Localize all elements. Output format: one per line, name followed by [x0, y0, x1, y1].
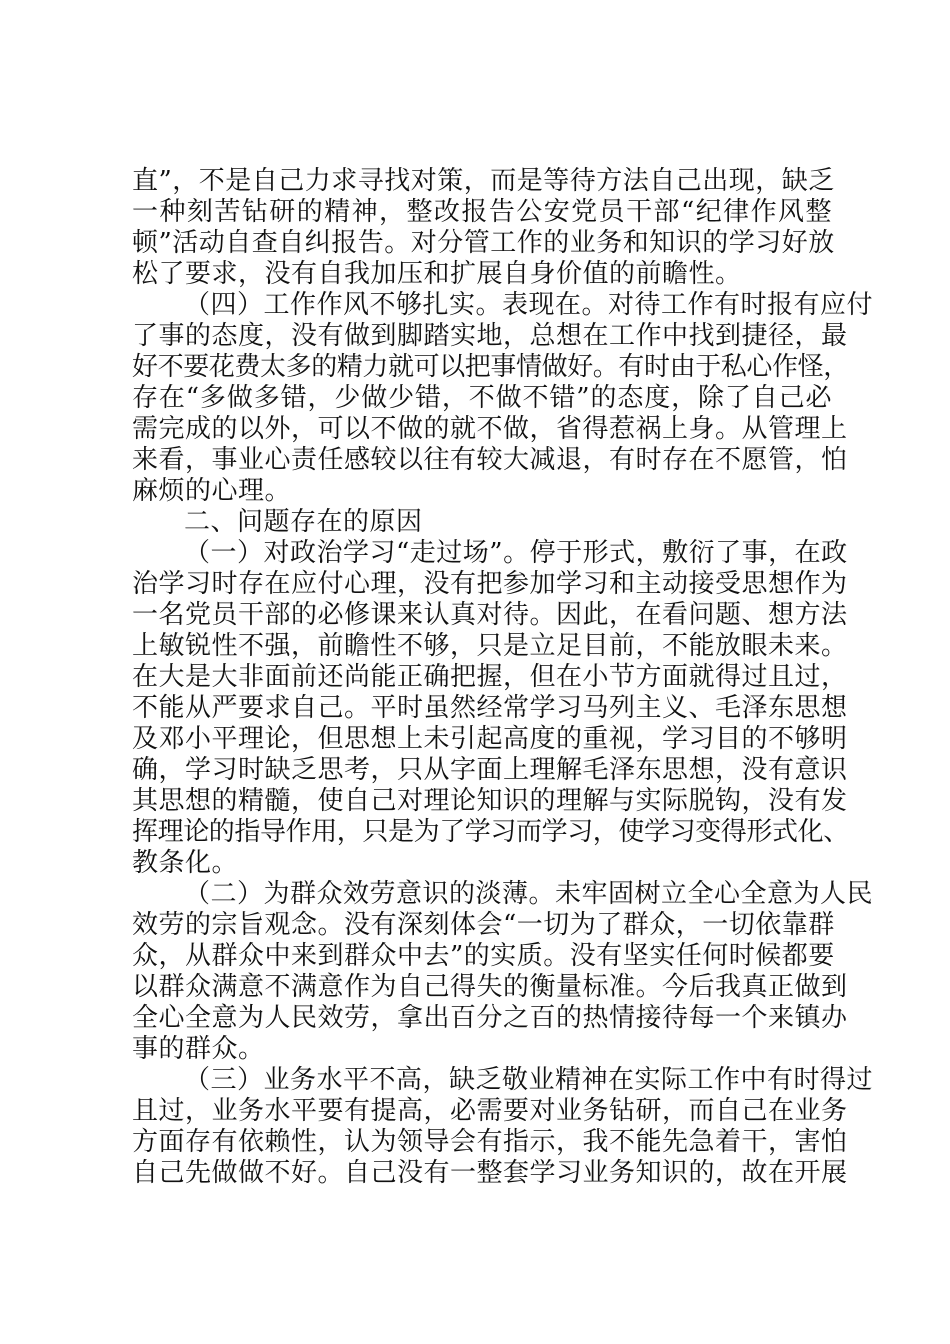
- text-line: 上敏锐性不强，前瞻性不够，只是立足目前，不能放眼未来。: [132, 631, 848, 661]
- text-line: 二、问题存在的原因: [184, 507, 423, 537]
- text-line: 其思想的精髓，使自己对理论知识的理解与实际脱钩，没有发: [132, 786, 848, 816]
- text-line: （一）对政治学习“走过场”。停于形式，敷衍了事，在政: [184, 538, 848, 568]
- text-line: 以群众满意不满意作为自己得失的衡量标准。今后我真正做到: [132, 972, 848, 1002]
- text-line: 存在“多做多错，少做少错，不做不错”的态度，除了自己必: [132, 383, 832, 413]
- text-line: 不能从严要求自己。平时虽然经常学习马列主义、毛泽东思想: [132, 693, 848, 723]
- text-line: 一种刻苦钻研的精神，整改报告公安党员干部“纪律作风整: [132, 197, 832, 227]
- text-line: （二）为群众效劳意识的淡薄。未牢固树立全心全意为人民: [184, 879, 874, 909]
- text-line: 教条化。: [132, 848, 239, 878]
- text-line: 麻烦的心理。: [132, 476, 292, 506]
- text-line: 挥理论的指导作用，只是为了学习而学习，使学习变得形式化、: [132, 817, 849, 847]
- text-line: 治学习时存在应付心理，没有把参加学习和主动接受思想作为: [132, 569, 848, 599]
- text-line: 在大是大非面前还尚能正确把握，但在小节方面就得过且过，: [132, 662, 848, 692]
- text-line: （三）业务水平不高，缺乏敬业精神在实际工作中有时得过: [184, 1065, 874, 1095]
- text-line: 好不要花费太多的精力就可以把事情做好。有时由于私心作怪，: [132, 352, 849, 382]
- text-line: 顿”活动自查自纠报告。对分管工作的业务和知识的学习好放: [132, 228, 835, 258]
- text-line: 且过，业务水平要有提高，必需要对业务钻研，而自己在业务: [132, 1096, 848, 1126]
- text-line: 及邓小平理论，但思想上未引起高度的重视，学习目的不够明: [132, 724, 848, 754]
- text-line: 效劳的宗旨观念。没有深刻体会“一切为了群众，一切依靠群: [132, 910, 835, 940]
- text-line: 松了要求，没有自我加压和扩展自身价值的前瞻性。: [132, 259, 742, 289]
- text-line: 确，学习时缺乏思考，只从字面上理解毛泽东思想，没有意识: [132, 755, 848, 785]
- document-body-text: [132, 166, 874, 1189]
- text-line: 直”，不是自己力求寻找对策，而是等待方法自己出现，缺乏: [132, 166, 835, 196]
- text-line: 方面存有依赖性，认为领导会有指示，我不能先急着干，害怕: [132, 1127, 848, 1157]
- text-line: 自己先做做不好。自己没有一整套学习业务知识的，故在开展: [132, 1158, 848, 1188]
- text-line: 一名党员干部的必修课来认真对待。因此，在看问题、想方法: [132, 600, 848, 630]
- text-line: 事的群众。: [132, 1034, 265, 1064]
- text-line: 需完成的以外，可以不做的就不做，省得惹祸上身。从管理上: [132, 414, 848, 444]
- text-line: 全心全意为人民效劳，拿出百分之百的热情接待每一个来镇办: [132, 1003, 848, 1033]
- text-line: 来看，事业心责任感较以往有较大减退，有时存在不愿管，怕: [132, 445, 848, 475]
- text-line: 了事的态度，没有做到脚踏实地，总想在工作中找到捷径，最: [132, 321, 848, 351]
- text-line: （四）工作作风不够扎实。表现在。对待工作有时报有应付: [184, 290, 874, 320]
- text-line: 众，从群众中来到群众中去”的实质。没有坚实任何时候都要: [132, 941, 835, 971]
